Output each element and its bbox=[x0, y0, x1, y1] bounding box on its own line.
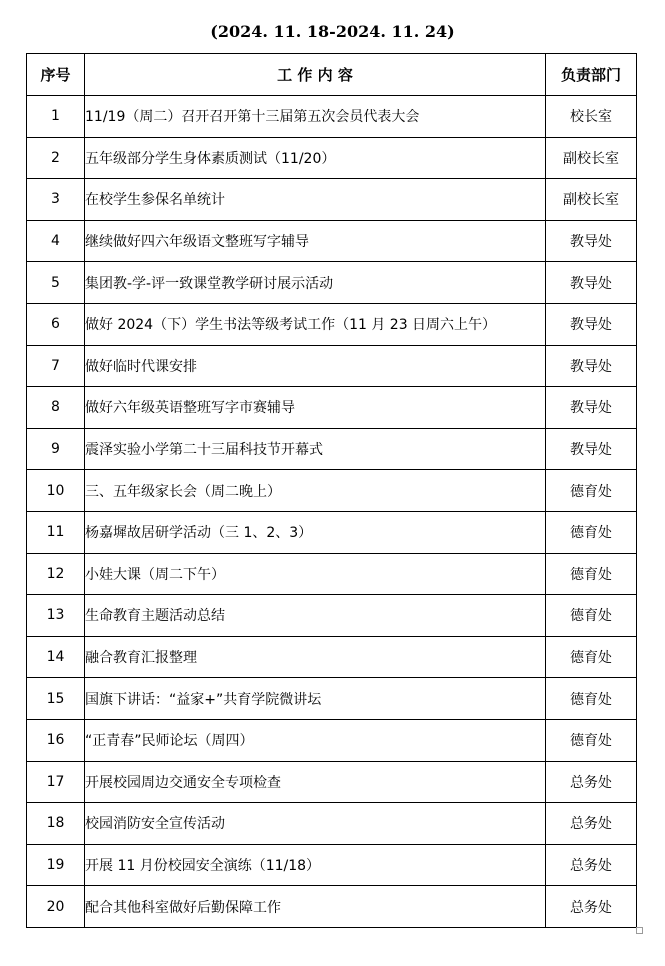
row-department: 教导处 bbox=[546, 428, 637, 470]
row-task: 配合其他科室做好后勤保障工作 bbox=[85, 886, 546, 928]
row-task: 三、五年级家长会（周二晚上） bbox=[85, 470, 546, 512]
row-task: 融合教育汇报整理 bbox=[85, 636, 546, 678]
table-row bbox=[27, 761, 637, 803]
row-department: 副校长室 bbox=[546, 137, 637, 179]
table-row bbox=[27, 428, 637, 470]
row-task: 杨嘉墀故居研学活动（三 1、2、3） bbox=[85, 511, 546, 553]
row-number: 18 bbox=[27, 803, 85, 845]
header-num: 序号 bbox=[27, 54, 85, 96]
table-row bbox=[27, 470, 637, 512]
row-department: 德育处 bbox=[546, 595, 637, 637]
row-number: 5 bbox=[27, 262, 85, 304]
table-row bbox=[27, 678, 637, 720]
row-task: 继续做好四六年级语文整班写字辅导 bbox=[85, 220, 546, 262]
row-number: 12 bbox=[27, 553, 85, 595]
row-number: 7 bbox=[27, 345, 85, 387]
table-row bbox=[27, 553, 637, 595]
row-task: 震泽实验小学第二十三届科技节开幕式 bbox=[85, 428, 546, 470]
row-department: 教导处 bbox=[546, 220, 637, 262]
table-row bbox=[27, 387, 637, 429]
table-row bbox=[27, 303, 637, 345]
table-row bbox=[27, 137, 637, 179]
row-number: 1 bbox=[27, 96, 85, 138]
end-of-table-marker bbox=[636, 927, 643, 934]
row-department: 教导处 bbox=[546, 262, 637, 304]
table-row bbox=[27, 345, 637, 387]
row-department: 总务处 bbox=[546, 844, 637, 886]
row-number: 2 bbox=[27, 137, 85, 179]
table-row bbox=[27, 262, 637, 304]
row-department: 总务处 bbox=[546, 886, 637, 928]
row-department: 德育处 bbox=[546, 511, 637, 553]
table-body bbox=[27, 96, 637, 928]
row-number: 8 bbox=[27, 387, 85, 429]
row-department: 校长室 bbox=[546, 96, 637, 138]
row-task: 国旗下讲话：“益家+”共育学院微讲坛 bbox=[85, 678, 546, 720]
row-task: 集团教-学-评一致课堂教学研讨展示活动 bbox=[85, 262, 546, 304]
table-row bbox=[27, 636, 637, 678]
table-row bbox=[27, 179, 637, 221]
row-task: 五年级部分学生身体素质测试（11/20） bbox=[85, 137, 546, 179]
row-number: 9 bbox=[27, 428, 85, 470]
row-number: 11 bbox=[27, 511, 85, 553]
row-task: 做好六年级英语整班写字市赛辅导 bbox=[85, 387, 546, 429]
row-department: 教导处 bbox=[546, 387, 637, 429]
row-number: 16 bbox=[27, 719, 85, 761]
row-number: 20 bbox=[27, 886, 85, 928]
row-department: 德育处 bbox=[546, 636, 637, 678]
row-task: 生命教育主题活动总结 bbox=[85, 595, 546, 637]
row-number: 3 bbox=[27, 179, 85, 221]
table-row bbox=[27, 511, 637, 553]
row-department: 总务处 bbox=[546, 761, 637, 803]
row-number: 10 bbox=[27, 470, 85, 512]
row-department: 总务处 bbox=[546, 803, 637, 845]
table-header-row bbox=[27, 54, 637, 96]
table-row bbox=[27, 719, 637, 761]
page-title: (2024. 11. 18-2024. 11. 24) bbox=[210, 22, 455, 41]
table-row bbox=[27, 220, 637, 262]
row-task: 做好临时代课安排 bbox=[85, 345, 546, 387]
row-department: 德育处 bbox=[546, 678, 637, 720]
row-task: “正青春”民师论坛（周四） bbox=[85, 719, 546, 761]
row-task: 做好 2024（下）学生书法等级考试工作（11 月 23 日周六上午） bbox=[85, 303, 546, 345]
table-row bbox=[27, 886, 637, 928]
row-number: 4 bbox=[27, 220, 85, 262]
header-dept: 负责部门 bbox=[546, 54, 637, 96]
row-number: 17 bbox=[27, 761, 85, 803]
row-department: 教导处 bbox=[546, 345, 637, 387]
table-row bbox=[27, 803, 637, 845]
row-number: 14 bbox=[27, 636, 85, 678]
row-task: 在校学生参保名单统计 bbox=[85, 179, 546, 221]
row-department: 德育处 bbox=[546, 553, 637, 595]
row-task: 校园消防安全宣传活动 bbox=[85, 803, 546, 845]
row-number: 6 bbox=[27, 303, 85, 345]
row-task: 开展校园周边交通安全专项检查 bbox=[85, 761, 546, 803]
header-content: 工 作 内 容 bbox=[85, 54, 546, 96]
row-task: 小娃大课（周二下午） bbox=[85, 553, 546, 595]
row-number: 15 bbox=[27, 678, 85, 720]
row-number: 13 bbox=[27, 595, 85, 637]
row-task: 开展 11 月份校园安全演练（11/18） bbox=[85, 844, 546, 886]
row-task: 11/19（周二）召开召开第十三届第五次会员代表大会 bbox=[85, 96, 546, 138]
row-department: 德育处 bbox=[546, 470, 637, 512]
table-row bbox=[27, 844, 637, 886]
table-row bbox=[27, 96, 637, 138]
schedule-table bbox=[26, 53, 637, 928]
row-department: 教导处 bbox=[546, 303, 637, 345]
row-department: 德育处 bbox=[546, 719, 637, 761]
row-number: 19 bbox=[27, 844, 85, 886]
table-row bbox=[27, 595, 637, 637]
row-department: 副校长室 bbox=[546, 179, 637, 221]
